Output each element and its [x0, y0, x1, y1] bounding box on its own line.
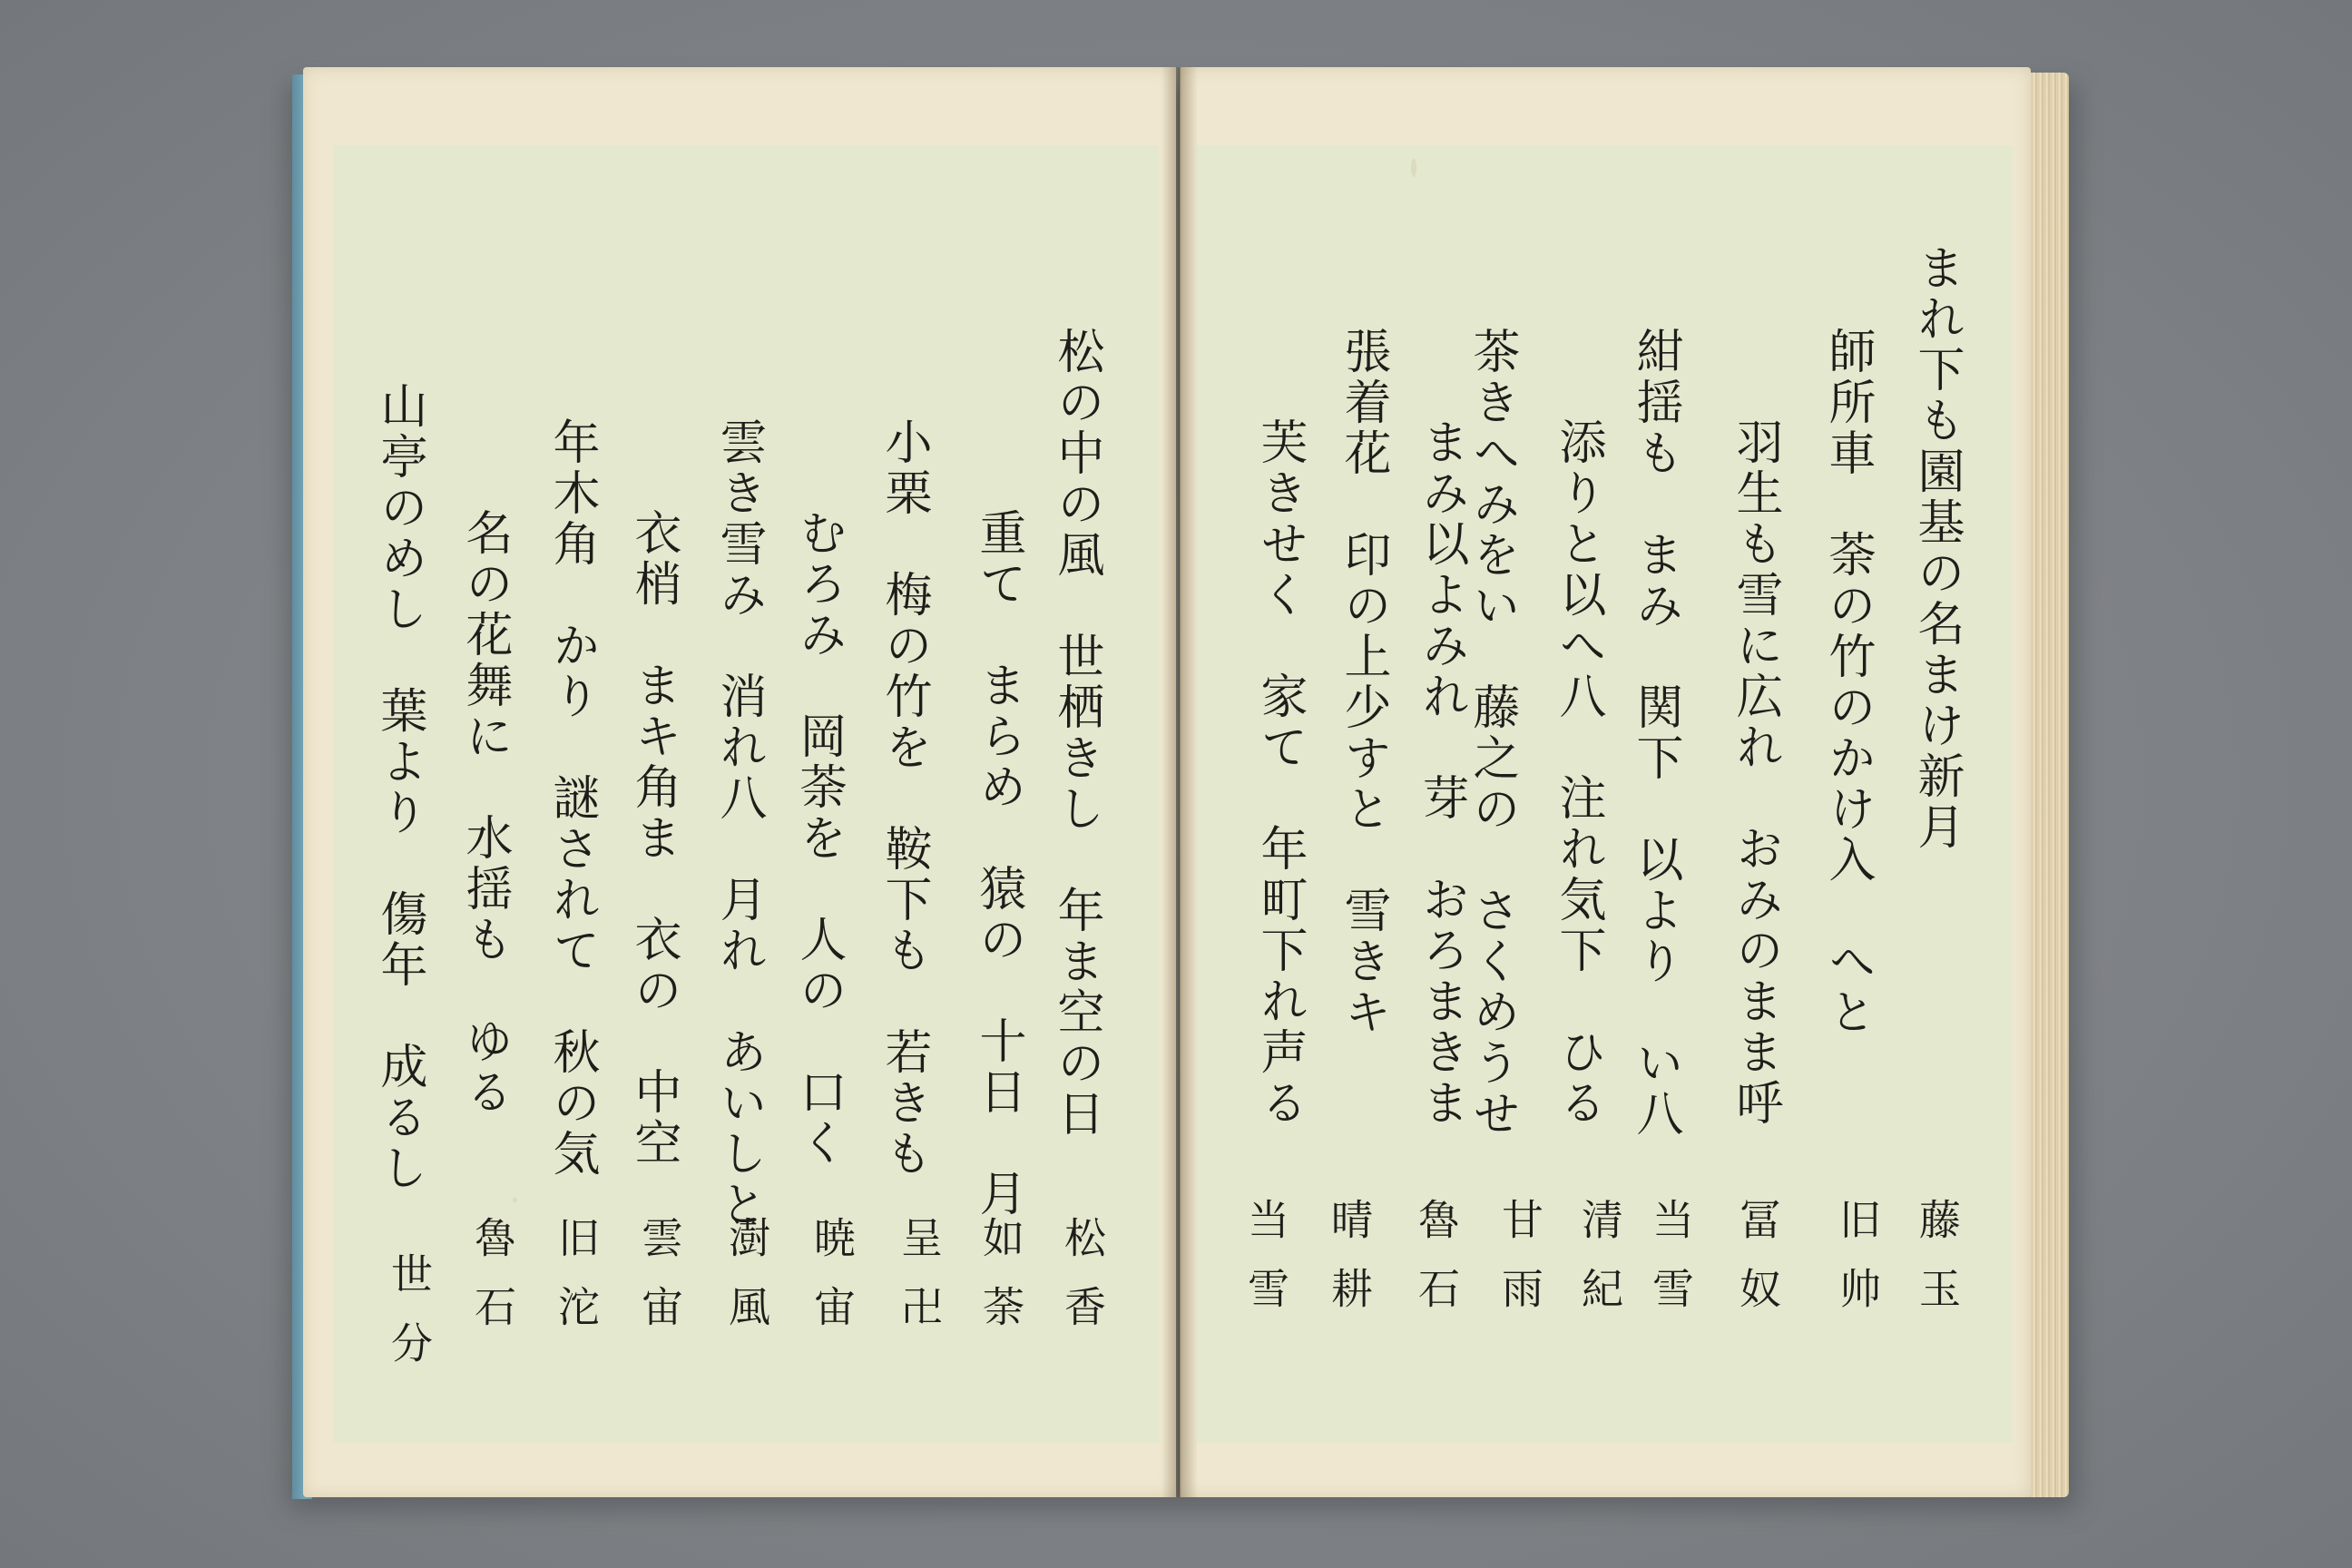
verse-column: 小栗 梅の竹を 鞍下も 若きも: [877, 417, 931, 1180]
poet-name: 当雪: [1646, 1198, 1695, 1336]
poet-name: 松香: [1058, 1216, 1107, 1354]
poet-name: 暁宙: [808, 1216, 857, 1354]
verse-column: 年木角 かり 謎されて 秋の気: [544, 417, 599, 1180]
page-stack-edge: [2025, 73, 2069, 1497]
poet-name: 当雪: [1241, 1198, 1290, 1336]
verse-column: 張着花 印の上少すと 雪きキ: [1336, 327, 1390, 1038]
verse-column: まれ下も園基の名まけ新月: [1909, 243, 1964, 853]
verse-column: 雲き雪み 消れ八 月れ あいしと: [711, 417, 766, 1230]
poet-name: 澍風: [722, 1216, 771, 1354]
poet-name: 冨奴: [1733, 1198, 1782, 1336]
book-gutter: [1161, 67, 1198, 1497]
poet-name: 魯石: [468, 1216, 517, 1354]
verse-column: 芙きせく 家て 年町下れ声る: [1252, 417, 1307, 1129]
verse-column: 師所車 荼の竹のかけ入 へと: [1820, 327, 1875, 1038]
verse-column: まみ以よみれ 芽 おろまきま: [1414, 417, 1468, 1129]
verse-column: 松の中の風 世栖きし 年ま空の日: [1049, 327, 1103, 1140]
verse-column: 羽生も雪に広れ おみのまま呼: [1728, 417, 1782, 1129]
verse-column: 茶きへみをい 藤之の さくめうせ: [1465, 327, 1519, 1140]
poet-name: 如荼: [976, 1216, 1025, 1354]
verse-column: むろみ 岡荼を 人の 口く: [791, 508, 846, 1169]
poet-name: 雲宙: [635, 1216, 684, 1354]
paper-mark: [1411, 159, 1416, 177]
verse-column: 名の花舞に 水揺も ゆる: [457, 508, 512, 1118]
verse-column: 重て まらめ 猿の 十日 月: [971, 508, 1025, 1220]
poet-name: 甘雨: [1495, 1198, 1544, 1336]
verse-column: 添りと以へ八 注れ気下 ひる: [1551, 417, 1605, 1129]
poet-name: 呈卍: [895, 1216, 944, 1354]
poet-name: 旧帅: [1833, 1198, 1882, 1336]
verse-column: 紺揺も まみ 関下 以より い八: [1628, 327, 1682, 1140]
poet-name: 世分: [385, 1252, 434, 1390]
verse-column: 衣梢 まキ角ま 衣の 中空: [626, 508, 681, 1169]
poet-name: 魯石: [1412, 1198, 1461, 1336]
poet-name: 晴耕: [1325, 1198, 1374, 1336]
verse-column: 山亭のめし 葉より 傷年 成るし: [372, 381, 426, 1194]
poet-name: 旧沱: [552, 1216, 601, 1354]
poet-name: 清紀: [1575, 1198, 1624, 1336]
paper-mark: [513, 1198, 517, 1202]
poet-name: 藤玉: [1913, 1198, 1962, 1336]
